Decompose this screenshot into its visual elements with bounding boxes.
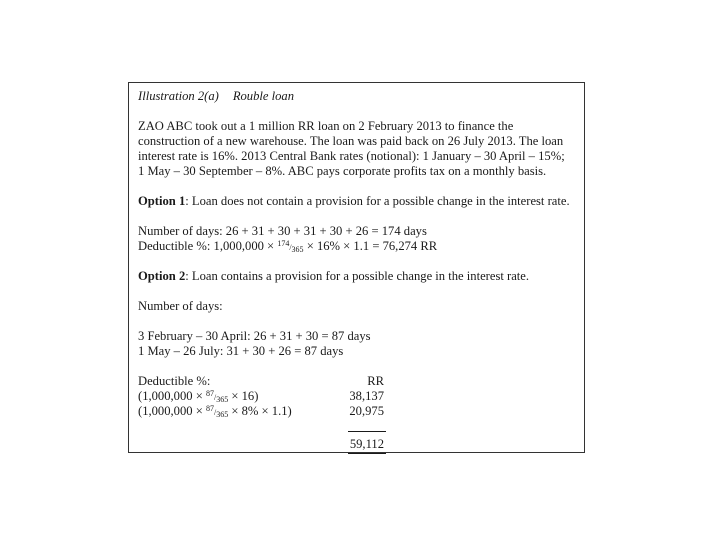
calc2-frac-den: 365	[216, 410, 229, 419]
option2-total: 59,112	[349, 437, 384, 451]
option1-label: Option 1	[138, 194, 186, 208]
illustration-box	[128, 82, 585, 453]
calc2-frac-num: 87	[205, 404, 214, 413]
total-rule-bottom-row	[138, 452, 578, 456]
option2-deductible-heading: Deductible %:	[138, 374, 211, 388]
calc1-frac-den: 365	[216, 395, 229, 404]
option2-text: : Loan contains a provision for a possible change in the interest rate.	[185, 269, 530, 283]
option2-deductible-row	[138, 374, 578, 389]
calc1-frac-num: 87	[205, 389, 214, 398]
option2-period-1: 3 February – 30 April: 26 + 31 + 30 = 87 days	[138, 329, 371, 343]
option1-fraction: 174/365	[277, 239, 304, 254]
calc1-fraction: 87/365	[205, 389, 229, 404]
option2-label: Option 2	[138, 269, 186, 283]
intro-line-3: interest rate is 16%. 2013 Central Bank rates (notional): 1 January – 30 April – 15%;	[138, 149, 565, 163]
option2-days-heading: Number of days:	[138, 299, 223, 313]
option1-heading	[138, 194, 578, 209]
option2-period-2: 1 May – 26 July: 31 + 30 + 26 = 87 days	[138, 344, 344, 358]
option1-frac-den: 365	[291, 245, 304, 254]
option2-heading	[138, 269, 578, 284]
illustration-content	[138, 89, 578, 456]
total-rule-top	[348, 431, 386, 432]
option2-calc-row-1	[138, 389, 578, 404]
option2-calc-row-2	[138, 404, 578, 419]
intro-line-2: construction of a new warehouse. The loan was paid back on 26 July 2013. The loan	[138, 134, 564, 148]
option1-deductible-prefix: Deductible %: 1,000,000 ×	[138, 239, 278, 253]
option1-text: : Loan does not contain a provision for a possible change in the interest rate.	[185, 194, 570, 208]
intro-line-1: ZAO ABC took out a 1 million RR loan on 2 February 2013 to finance the	[138, 119, 514, 133]
total-rule-bottom	[348, 453, 386, 454]
calc1-prefix: (1,000,000 ×	[138, 389, 206, 403]
calc1-suffix: × 16)	[228, 389, 259, 403]
calc2-fraction: 87/365	[205, 404, 229, 419]
calc2-amount: 20,975	[349, 404, 384, 418]
option1-days: Number of days: 26 + 31 + 30 + 31 + 30 + 26 = 174 days	[138, 224, 427, 238]
title-label: Illustration 2(a)	[138, 89, 219, 103]
total-rule-top-row	[138, 427, 578, 437]
illustration-title	[138, 89, 578, 104]
option1-deductible	[138, 239, 578, 254]
option1-deductible-suffix: × 16% × 1.1 = 76,274 RR	[303, 239, 438, 253]
option2-total-row	[138, 437, 578, 452]
option2-currency: RR	[367, 374, 384, 388]
option1-frac-num: 174	[277, 239, 290, 248]
intro-line-4: 1 May – 30 September – 8%. ABC pays corporate profits tax on a monthly basis.	[138, 164, 547, 178]
title-subtitle: Rouble loan	[232, 89, 295, 103]
calc1-amount: 38,137	[349, 389, 384, 403]
calc2-suffix: × 8% × 1.1)	[228, 404, 292, 418]
calc2-prefix: (1,000,000 ×	[138, 404, 206, 418]
